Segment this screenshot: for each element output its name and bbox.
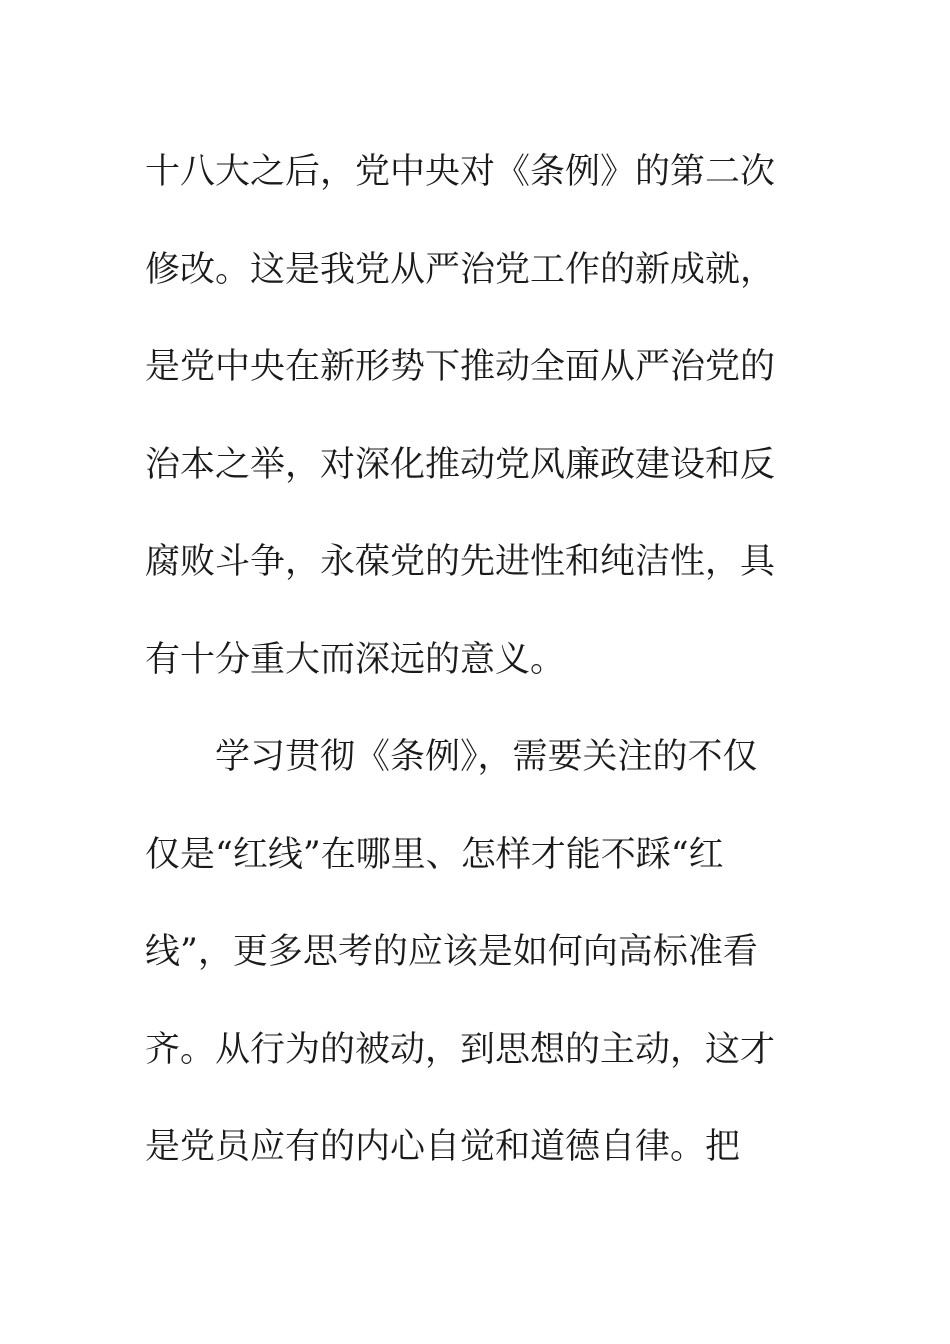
text-line: 是党员应有的内心自觉和道德自律。把 bbox=[145, 1127, 741, 1167]
text-line: 线”，更多思考的应该是如何向高标准看 bbox=[145, 932, 758, 972]
body-text bbox=[145, 124, 785, 1197]
text-line: 有十分重大而深远的意义。 bbox=[145, 639, 566, 680]
text-line: 仅是“红线”在哪里、怎样才能不踩“红 bbox=[145, 834, 724, 875]
paragraph-start-line: 学习贯彻《条例》，需要关注的不仅 bbox=[215, 737, 758, 777]
text-line: 齐。从行为的被动，到思想的主动，这才 bbox=[145, 1029, 776, 1070]
text-line: 修改。这是我党从严治党工作的新成就， bbox=[145, 249, 776, 290]
text-line: 腐败斗争，永葆党的先进性和纯洁性，具 bbox=[145, 542, 776, 582]
text-line: 十八大之后，党中央对《条例》的第二次 bbox=[145, 152, 776, 192]
text-line: 治本之举，对深化推动党风廉政建设和反 bbox=[145, 444, 776, 485]
text-line: 是党中央在新形势下推动全面从严治党的 bbox=[145, 347, 776, 387]
